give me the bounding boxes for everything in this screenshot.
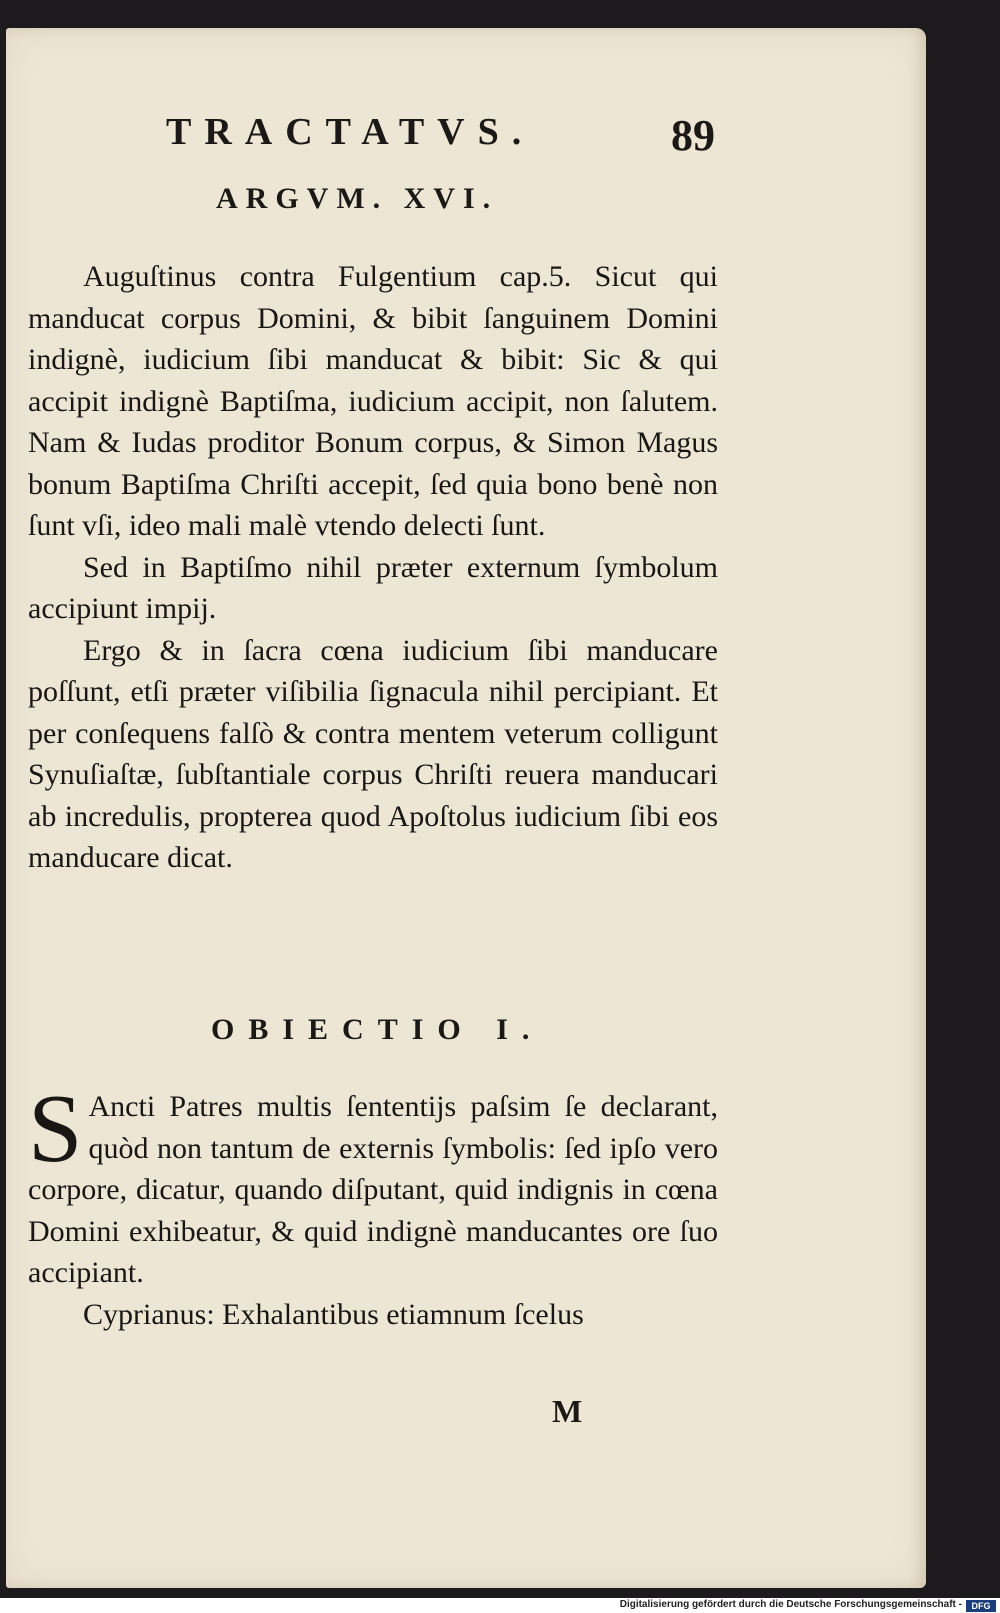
- paragraph-baptismo: Sed in Baptiſmo nihil præter externum ſymbolum accipiunt impij.: [28, 550, 718, 625]
- objection-text: Ancti Patres multis ſententijs paſsim ſe declarant, quòd non tantum de externis ſymbolis: ſed ipſo vero corpore, dicatur, quando diſputant, quid indignis in cœna Domini exhibeatur, & quid indignè manducantes ore ſuo accipiant.: [28, 1090, 718, 1289]
- book-page: [6, 28, 926, 1588]
- paragraph-cyprianus: Cyprianus: Exhalantibus etiamnum ſcelus: [83, 1297, 584, 1331]
- paragraph-objection: [28, 1075, 718, 1294]
- objection-heading: OBIECTIO I.: [211, 1013, 544, 1046]
- signature-mark: M: [552, 1393, 583, 1429]
- argument-heading: ARGVM. XVI.: [216, 182, 499, 215]
- page-number: 89: [671, 111, 715, 160]
- footer-credit: Digitalisierung gefördert durch die Deutsche Forschungsgemeinschaft -: [619, 1599, 962, 1610]
- paragraph-augustinus: Auguſtinus contra Fulgentium cap.5. Sicut qui manducat corpus Domini, & bibit ſanguinem Domini indignè, iudicium ſibi manducat & bibit: Sic & qui accipit indignè Baptiſma, iudicium accipit, non ſalutem. Nam & Iudas proditor Bonum corpus, & Simon Magus bonum Baptiſma Chriſti accepit, ſed quia bono benè non ſunt vſi, ideo mali malè vtendo delecti ſunt.: [28, 260, 718, 542]
- dfg-logo-icon: DFG: [966, 1600, 996, 1612]
- objection-body: [28, 1075, 718, 1335]
- argument-body: [28, 256, 718, 879]
- running-title: TRACTATVS.: [166, 111, 535, 153]
- drop-cap-initial: S: [28, 1075, 83, 1183]
- paragraph-ergo: Ergo & in ſacra cœna iudicium ſibi manducare poſſunt, etſi præter viſibilia ſignacula nihil percipiant. Et per conſequens falſò & contra mentem veterum colligunt Synuſiaſtæ, ſubſtantiale corpus Chriſti reuera manducari ab incredulis, propterea quod Apoſtolus iudicium ſibi eos manducare dicat.: [28, 633, 718, 874]
